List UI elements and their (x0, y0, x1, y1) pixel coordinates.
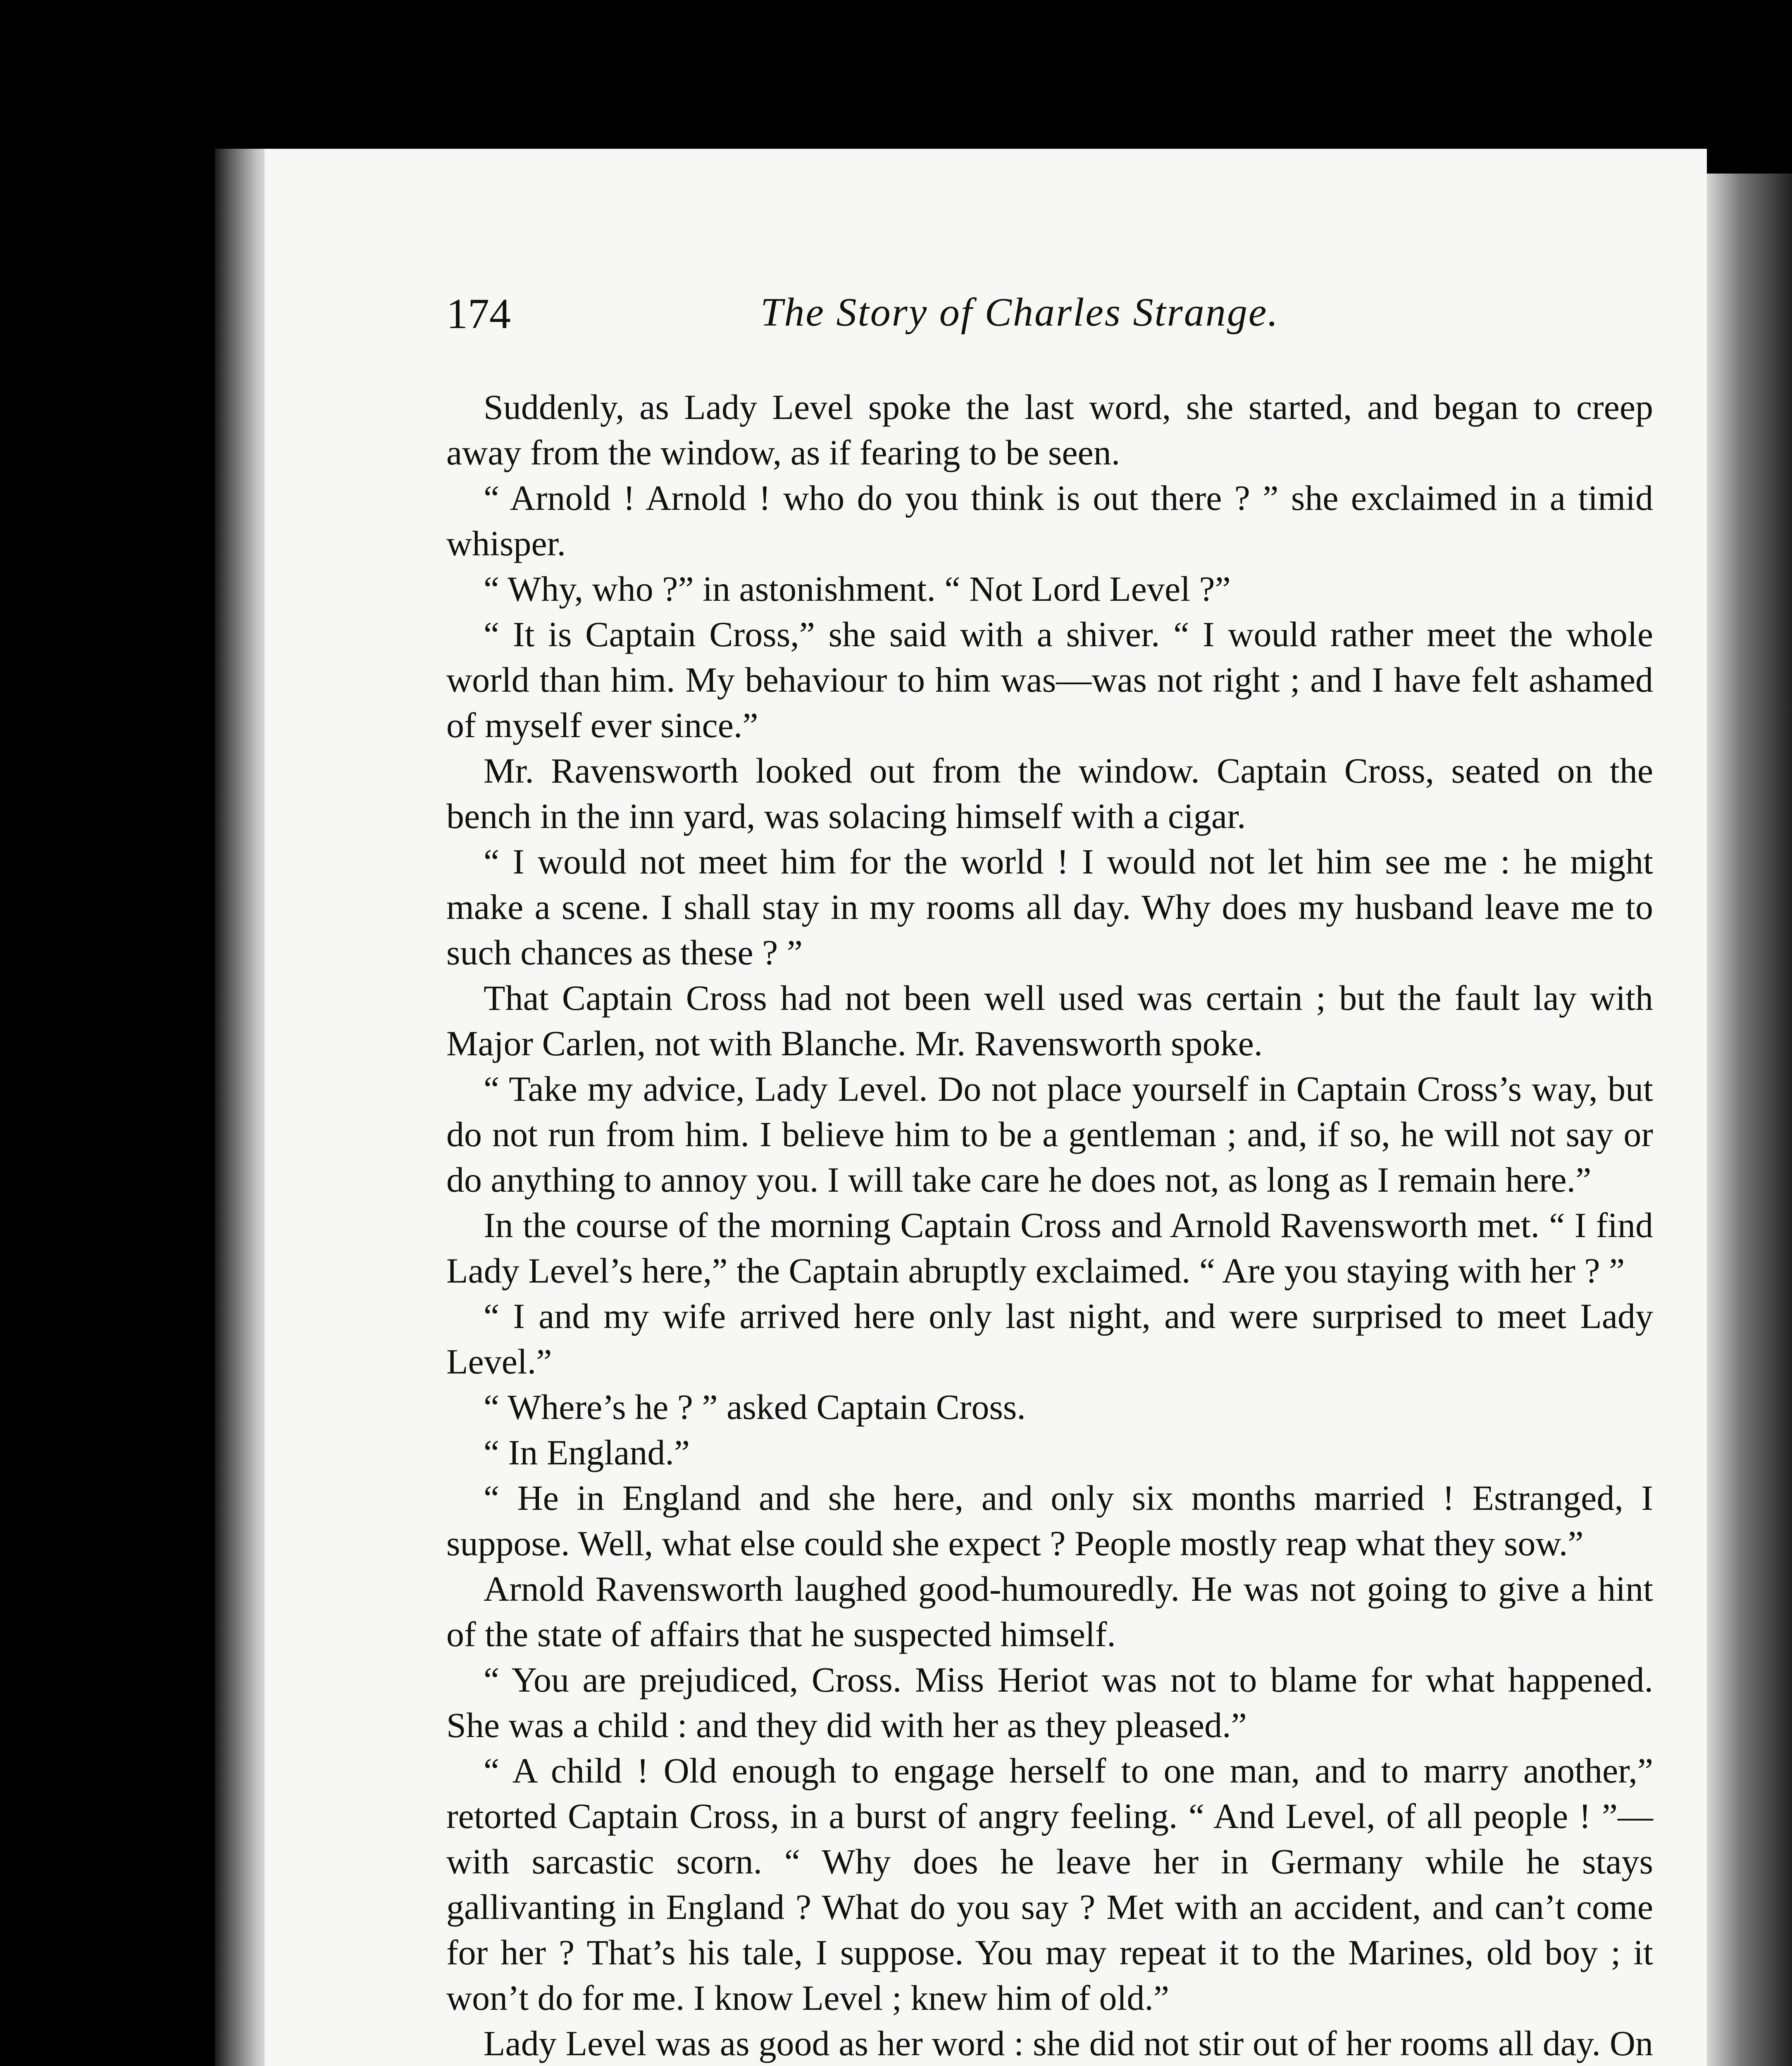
paragraph: “ Where’s he ? ” asked Captain Cross. (484, 1387, 1026, 1427)
paragraph: “ In England.” (484, 1433, 690, 1472)
paragraph: “ Arnold ! Arnold ! who do you think is out there ? ” she exclaimed in a timid whisper. (446, 478, 1653, 563)
page-header (446, 289, 1653, 355)
paragraph: “ I would not meet him for the world ! I would not let him see me : he might make a scene. I shall stay in my rooms all day. Why does my husband leave me to such chances as these ? ” (446, 842, 1653, 972)
paragraph: “ A child ! Old enough to engage herself to one man, and to marry another,” retorted Captain Cross, in a burst of angry feeling. “ And Level, of all people ! ”—with sarcastic scorn. “ Why does he leave her in Germany while he stays gallivanting in England ? What do you say ? Met with an accident, and can’t come for her ? That’s his tale, I suppose. You may repeat it to the Marines, old boy ; it won’t do for me. I know Level ; knew him of old.” (446, 1751, 1653, 2018)
page-text (446, 384, 1653, 2066)
paragraph: “ Take my advice, Lady Level. Do not place yourself in Captain Cross’s way, but do not run from him. I believe him to be a gentleman ; and, if so, he will not say or do anything to annoy you. I will take care he does not, as long as I remain here.” (446, 1069, 1653, 1200)
running-title: The Story of Charles Strange. (760, 290, 1279, 335)
paragraph: Lady Level was as good as her word : she did not stir out of her rooms all day. On (484, 2023, 1653, 2063)
paragraph: “ It is Captain Cross,” she said with a shiver. “ I would rather meet the whole world than him. My behaviour to him was—was not right ; and I have felt ashamed of myself ever since.” (446, 614, 1653, 745)
facing-page-edge (1707, 174, 1792, 2066)
paragraph: “ Why, who ?” in astonishment. “ Not Lord Level ?” (484, 569, 1231, 609)
page-number: 174 (446, 290, 511, 338)
paragraph: That Captain Cross had not been well used was certain ; but the fault lay with Major Carlen, not with Blanche. Mr. Ravensworth spoke. (446, 978, 1653, 1063)
paragraph: “ You are prejudiced, Cross. Miss Heriot was not to blame for what happened. She was a child : and they did with her as they pleased.” (446, 1660, 1653, 1745)
paragraph: In the course of the morning Captain Cross and Arnold Ravensworth met. “ I find Lady Level’s here,” the Captain abruptly exclaimed. “ Are you staying with her ? ” (446, 1205, 1653, 1290)
paragraph: “ I and my wife arrived here only last night, and were surprised to meet Lady Level.” (446, 1296, 1653, 1381)
paragraph: Suddenly, as Lady Level spoke the last word, she started, and began to creep away from the window, as if fearing to be seen. (446, 387, 1653, 472)
paragraph: Mr. Ravensworth looked out from the window. Captain Cross, seated on the bench in the inn yard, was solacing himself with a cigar. (446, 751, 1653, 836)
paragraph: Arnold Ravensworth laughed good-humouredly. He was not going to give a hint of the state of affairs that he suspected himself. (446, 1569, 1653, 1654)
paragraph: “ He in England and she here, and only six months married ! Estranged, I suppose. Well, what else could she expect ? People mostly reap what they sow.” (446, 1478, 1653, 1563)
